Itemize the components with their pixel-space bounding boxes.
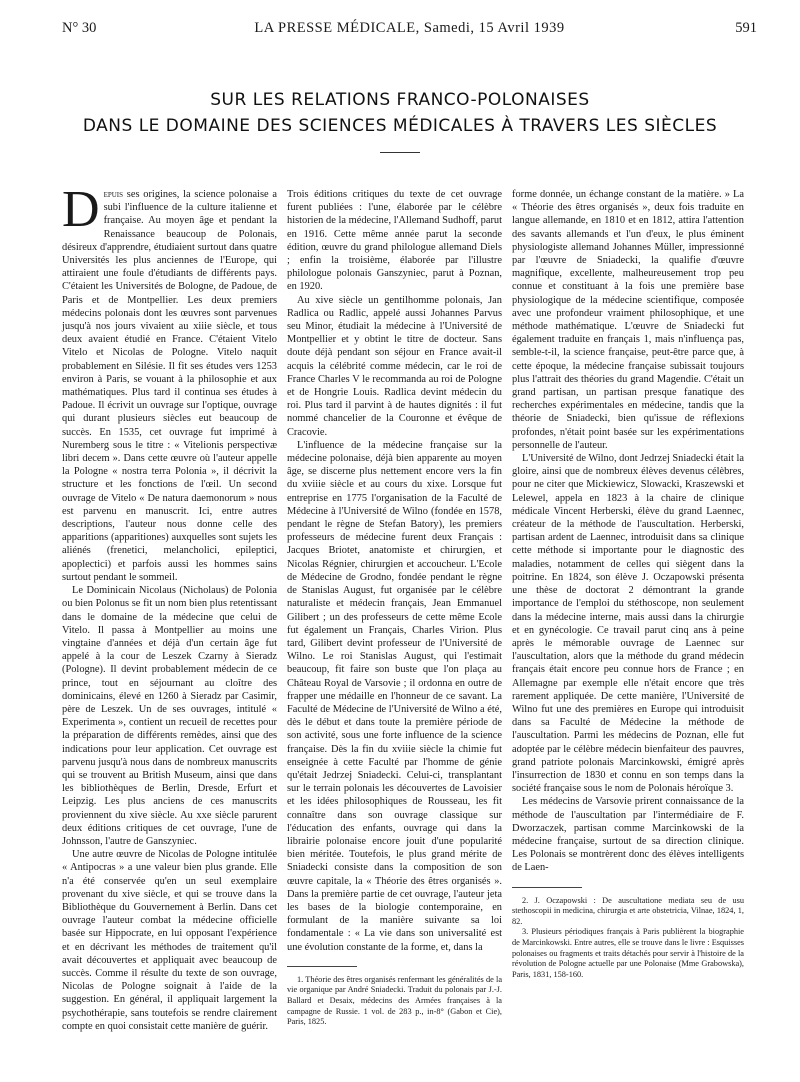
paragraph: Le Dominicain Nicolaus (Nicholaus) de Polonia ou bien Polonus se fit un nom bien plus retentissant dans le domaine de la médecine que celui de Vitelo. Il passa à Montpellier au moins une vingtaine d'années et déjà d'un certain âge fut appelé à la cour de Leszek Czarny à Sieradz (Pologne). Il devint probablement médecin de ce prince, tout en séjournant au cloître des dominicains, élevé en 1260 à Sieradz par Casimir, père de Leszek. Un de ses ouvrages, intitulé « Experimenta », contient un recueil de recettes pour la préparation de différents remèdes, ainsi que des indications pour leur application. Cet ouvrage est parvenu jusqu'à nous dans de nombreux manuscrits qui se trouvent au British Museum, ainsi que dans les bibliothèques de Berlin, Dresde, Erfurt et Leipzig. Les plus anciens de ces manuscrits proviennent du xive siècle. Au xxe siècle parurent deux éditions critiques de cet ouvrage, l'une de Johnsson, l'autre de Ganszyniec.	[62, 585, 277, 847]
title-divider	[380, 152, 420, 153]
footnote-rule	[512, 887, 582, 888]
paragraph: Les médecins de Varsovie prirent connaissance de la méthode de l'auscultation par l'intermédiaire de F. Dworzaczek, partisan comme Marcinkowski de la médecine française, surtout de sa direction clinique. Les Polonais se montrèrent donc des élèves intelligents de Laen-	[512, 796, 744, 874]
footnote: 1. Théorie des êtres organisés renfermant les généralités de la vie organique par André Sniadecki. Traduit du polonais par J.-J. Ballard et Desaix, médecins des Armées françaises à la campagne de Russie. 1 vol. de 283 p., in-8° (Gabon et Cie), Paris, 1825.	[287, 974, 502, 1027]
running-header	[62, 20, 757, 40]
paragraph: forme donnée, un échange constant de la matière. » La « Théorie des êtres organisés », deux fois traduite en langue allemande, en 1810 et en 1812, attira l'attention des savants allemands et l'un d'eux, le plus éminent physiologiste allemand Johannes Müller, impressionné par l'œuvre de Sniadecki, la qualifie d'œuvre magnifique, excellente, malheureusement trop peu connue et constituant à la fois une première base physiologique de la médecine scientifique, composée avec une profondeur vraiment philosophique, et une méthode mathématique. L'œuvre de Sniadecki fut également traduite en français 1, mais n'influença pas, semble-t-il, la science française, peut-être parce que, à cette époque, la médecine française subissait toujours plus l'attrait des théories du grand Magendie. C'était un grand partisan, un partisan presque fanatique des recherches expérimentales en médecine, tandis que la théorie de Sniadecki, bien qu'issue de réflexions profondes, n'était point basée sur les expérimentations personnelle de l'auteur.	[512, 189, 744, 451]
paragraph: Trois éditions critiques du texte de cet ouvrage furent publiées : l'une, élaborée par le célèbre historien de la médecine, l'Allemand Sudhoff, parut en 1916. Cette même année parut la seconde édition, œuvre du grand philologue allemand Diels ; enfin la troisième, élaborée par l'illustre philologue polonais Ganszyniec, parut à Poznan, en 1920.	[287, 189, 502, 293]
paragraph: L'Université de Wilno, dont Jedrzej Sniadecki était la gloire, ainsi que de nombreux élèves devenus célèbres, pour ne citer que Mickiewicz, Slowacki, Kraszewski et Lelewel, appela en 1823 à la chaire de clinique médicale Vincent Herberski, élève du grand Laennec, créateur de la méthode de l'auscultation. Herberski, partisan ardent de Laennec, introduisit dans sa clinique cette méthode si importante pour le diagnostic des maladies, notamment de celles qui siègent dans la poitrine. En 1824, son élève J. Oczapowski présenta une thèse de doctorat 2 démontrant la grande importance de l'emploi du stéthoscope, non seulement dans la médecine interne, mais aussi dans la chirurgie et en gynécologie. Ce travail parut cinq ans à peine après le mémorable ouvrage de Laennec sur l'auscultation, alors que la méthode du grand médecin français était encore peu connue hors de France ; en Allemagne par exemple elle n'était encore que très rarement appliquée. De cette manière, l'Université de Wilno fut une des premières en Europe qui introduisit dans sa Faculté de Médecine la méthode de l'auscultation. Parmi les médecins de Poznan, elle fut adoptée par le célèbre médecin bienfaiteur des pauvres, grand patriote polonais Marcinkowski, émigré après l'insurrection de 1830 et connu en son temps dans la société française sous le nom de Polonais héroïque 3.	[512, 453, 744, 795]
article-title-line2: DANS LE DOMAINE DES SCIENCES MÉDICALES À TRAVERS LES SIÈCLES	[82, 116, 718, 136]
small-caps-lead: epuis	[103, 189, 124, 200]
footnote-rule	[287, 966, 357, 967]
drop-cap: D	[62, 181, 100, 238]
footnote: 3. Plusieurs périodiques français à Paris publièrent la biographie de Marcinkowski. Entre autres, elle se trouve dans le livre : Esquisses polonaises ou fragments et traits détachés pour servir à l'histoire de la révolution de Pologne actuelle par une Polonaise (Mme Grabowska), Paris, 1831, 158-160.	[512, 927, 744, 979]
journal-title-date: LA PRESSE MÉDICALE, Samedi, 15 Avril 1939	[254, 20, 565, 36]
paragraph: Au xive siècle un gentilhomme polonais, Jan Radlica ou Radlic, appelé aussi Johannes Parvus seu Minor, étudiait la médecine à l'Université de Montpellier et y obtint le titre de docteur. Sans doute déjà pendant son séjour en France avait-il acquis la célébrité comme médecin, car le roi de France Charles V le recommanda au roi de Pologne et de Hongrie Louis. Radlica devint médecin du roi. Plus tard il parvint à de hautes dignités : il fut nommé chancelier de la Couronne et évêque de Cracovie.	[287, 294, 502, 438]
text-column-3	[512, 188, 744, 980]
issue-number: N° 30	[62, 20, 97, 36]
text-column-2	[287, 188, 502, 1028]
text-column-1	[62, 181, 277, 1033]
page-number: 591	[735, 20, 757, 36]
paragraph: L'influence de la médecine française sur la médecine polonaise, déjà bien apparente au moyen âge, se discerne plus nettement encore vers la fin du xviiie siècle et au cours du xixe. Lorsque fut entreprise en 1775 l'organisation de la Faculté de Médecine à l'Université de Wilno (fondée en 1578, pendant le règne de Stefan Batory), les premiers professeurs de médecine furent deux Français : Jacques Briotet, anatomiste et chirurgien, et Nicolas Régnier, chirurgien et accoucheur. L'Ecole de Médecine de Grodno, fondée pendant le règne de Stanislas August, fut organisée par le célèbre naturaliste et médecin français, Jean Emmanuel Gilibert ; un des professeurs de cette même Ecole fut également un Français, Charles Virion. Plus tard, Gilibert devint professeur de l'Université de Wilno. Le roi Stanislas August, qui l'estimait beaucoup, fit faire son buste que l'on plaça au Château Royal de Varsovie ; il ordonna en outre de frapper une médaille en l'honneur de ce savant. La Faculté de Médecine de l'Université de Wilno a été, dès le début et dans toute la première période de son activité, sous une forte influence de la science française. Dès la fin du xviiie siècle la chimie fut enseignée à cette Faculté par l'homme de génie qu'était Jedrzej Sniadecki. Celui-ci, transplantant sur le terrain polonais les découvertes de Lavoisier et les idées philosophiques de Rousseau, les fit connaître dans son ouvrage classique sur l'éducation des enfants, ouvrage qui dans la librairie polonaise encore jouit d'une popularité bien méritée. Toutefois, le plus grand mérite de Sniadecki consiste dans la composition de son œuvre capitale, la « Théorie des êtres organisés ». Dans la première partie de cet ouvrage, l'auteur jeta les bases de la biologie contemporaine, en formulant de la manière suivante sa loi fondamentale : « La vie dans son universalité est une évolution constante de la forme, et, dans la	[287, 439, 502, 953]
paragraph-text: ses origines, la science polonaise a subi l'influence de la culture italienne et française. Au moyen âge et pendant la Renaissance beaucoup de Polonais, désireux d'apprendre, étudiaient surtout dans quatre Universités les plus anciennes de l'Europe, qui attiraient une foule d'étudiants de différents pays. C'étaient les Universités de Bologne, de Padoue, de Paris et de Montpellier. Les deux premiers médecins polonais dont les œuvres sont parvenues jusqu'à nos jours vivaient au xiiie siècle, et tous deux avaient étudié en France. C'étaient Vitelo Vitelo et Nicolas de Pologne. Vitelo naquit probablement en Silésie. Il fit ses études vers 1253 environ à Paris, se vouant à la philosophie et aux mathématiques. Plus tard il continua ses études à Padoue. Il écrivit un ouvrage sur l'optique, ouvrage qui durant plusieurs siècles eut beaucoup de succès. En 1535, cet ouvrage fut imprimé à Nuremberg sous le titre : « Vitelionis perspectivæ libri decem ». Dans cette œuvre où l'auteur appelle la Pologne « nostra terra Polonia », il décrivit la structure et les fonctions de l'œil. Un second ouvrage de Vitelo « De natura daemonorum » nous est parvenu en manuscrit. Ici, entre autres descriptions, l'auteur nous donne celle des apparitions (apparitiones) auxquelles sont sujets les aliénés (frenetici, melancholici, epileptici, apoplectici) et parfois aussi les hommes sains surtout pendant le sommeil.	[62, 189, 277, 583]
paragraph: Une autre œuvre de Nicolas de Pologne intitulée « Antipocras » a une valeur bien plus grande. Elle n'a été conservée qu'en un seul exemplaire provenant du xive siècle, et qui se trouve dans la Bibliothèque du Gouvernement à Berlin. Dans cet ouvrage l'auteur combat la médecine officielle basée sur Hippocrate, en lui opposant l'expérience et en décrivant les méthodes de traitement qu'il avait découvertes et appliquait avec beaucoup de succès. Comme il résulte du texte de son ouvrage, Nicolas de Pologne soignait à l'aide de la suggestion. En général, il appliquait largement la psychothérapie, sans toutefois se rendre clairement compte en quoi consistait cette manière de guérir.	[62, 849, 277, 1032]
paragraph	[62, 181, 277, 584]
article-title-line1: SUR LES RELATIONS FRANCO-POLONAISES	[210, 90, 590, 110]
footnote: 2. J. Oczapowski : De auscultatione mediata seu de usu stethoscopii in medicina, chirurgia et arte obstetricia, Vilnae, 1824, 1, 82.	[512, 895, 744, 926]
